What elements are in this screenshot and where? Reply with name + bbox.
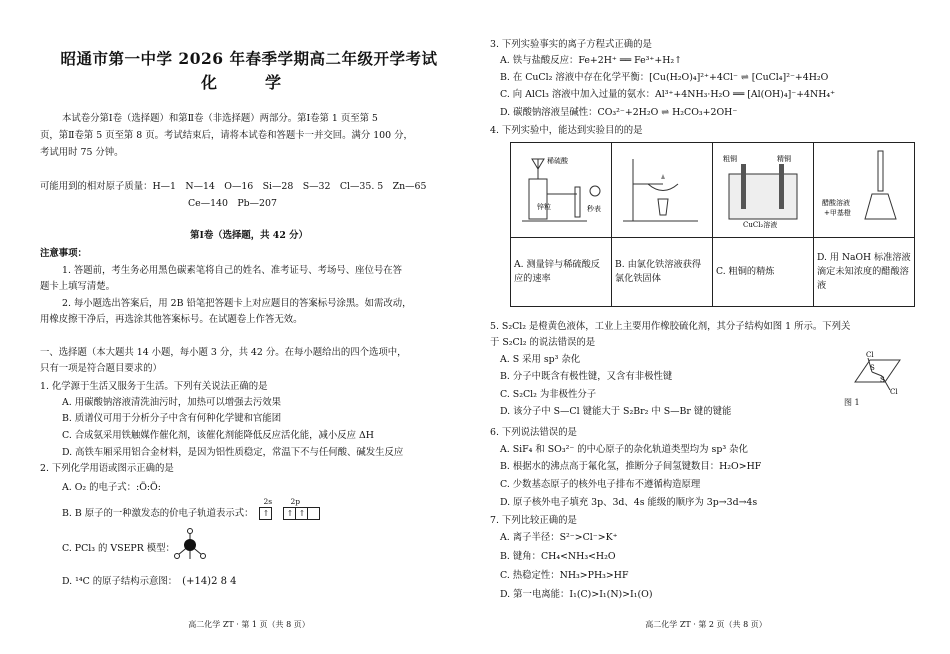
notice-1a: 1. 答题前，考生务必用黑色碳素笔将自己的姓名、准考证号、考场号、座位号在答 <box>62 265 403 276</box>
orbital-box: ↑ <box>283 507 296 520</box>
notice-title: 注意事项： <box>40 248 87 259</box>
orbital-box <box>307 507 320 520</box>
q7-option-b: B. 键角：CH₄<NH₃<H₂O <box>500 551 616 562</box>
atom-cl-top: Cl <box>866 351 874 359</box>
label-acetic-acid: 醋酸溶液 <box>822 198 850 207</box>
footer-page-1: 高二化学 ZT · 第 1 页（共 8 页） <box>188 620 310 629</box>
notice-1b: 题卡上填写清楚。 <box>40 281 116 292</box>
atomic-mass-line-2: Ce—140 Pb—207 <box>188 198 277 209</box>
q2-option-c: C. PCl₃ 的 VSEPR 模型： <box>62 543 175 554</box>
exp-b-image <box>612 143 713 238</box>
burette-flask-icon <box>820 149 908 229</box>
intro-line-3: 考试用时 75 分钟。 <box>40 147 124 158</box>
titration-apparatus-icon <box>517 149 605 229</box>
question-5b: 于 S₂Cl₂ 的说法错误的是 <box>490 337 596 348</box>
q3-option-d: D. 碳酸钠溶液呈碱性：CO₃²⁻+2H₂O ⇌ H₂CO₃+2OH⁻ <box>500 107 738 118</box>
q2-option-d: D. ¹⁴C 的原子结构示意图： (+14)2 8 4 <box>62 576 237 587</box>
q7-option-d: D. 第一电离能：I₁(C)>I₁(N)>I₁(O) <box>500 589 653 600</box>
label-zinc: 锌粒 <box>537 202 551 211</box>
q6-option-c: C. 少数基态原子的核外电子排布不遵循构造原理 <box>500 479 701 490</box>
question-3: 3. 下列实验事实的离子方程式正确的是 <box>490 39 652 50</box>
q2-option-b: B. B 原子的一种激发态的价电子轨道表示式： 2s 2p ↑ ↑ ↑ <box>40 507 458 520</box>
q1-option-c: C. 合成氨采用铁触媒作催化剂，该催化剂能降低反应活化能，减小反应 ΔH <box>62 430 374 441</box>
question-5a: 5. S₂Cl₂ 是橙黄色液体，工业上主要用作橡胶硫化剂，其分子结构如图 1 所示。下列关 <box>490 321 851 332</box>
subject-title: 化 学 <box>200 73 297 92</box>
q6-option-b: B. 根据水的沸点高于氟化氢，推断分子间氢键数目：H₂O>HF <box>500 461 762 472</box>
q1-option-d: D. 高铁车厢采用铝合金材料，是因为铝性质稳定，常温下不与任何酸、碱发生反应 <box>62 447 404 458</box>
notice-2b: 用橡皮擦干净后，再选涂其他答案标号。在试题卷上作答无效。 <box>40 314 303 325</box>
q3-option-c: C. 向 AlCl₃ 溶液中加入过量的氨水：Al³⁺+4NH₃·H₂O ══ [Al(OH)₄]⁻+4NH₄⁺ <box>500 89 836 100</box>
q3-option-a: A. 铁与盐酸反应：Fe+2H⁺ ══ Fe³⁺+H₂↑ <box>500 55 682 66</box>
exam-title: 昭通市第一中学 2026 年春季学期高二年级开学考试 <box>60 49 438 68</box>
q5-option-d: D. 该分子中 S—Cl 键能大于 S₂Br₂ 中 S—Br 键的键能 <box>500 406 732 417</box>
experiment-table <box>510 142 915 307</box>
q7-option-a: A. 离子半径：S²⁻>Cl⁻>K⁺ <box>500 532 618 543</box>
exp-c-image <box>713 143 814 238</box>
q3-option-b: B. 在 CuCl₂ 溶液中存在化学平衡：[Cu(H₂O)₄]²⁺+4Cl⁻ ⇌ [CuCl₄]²⁻+4H₂O <box>500 72 829 83</box>
notice-2a: 2. 每小题选出答案后，用 2B 铅笔把答题卡上对应题目的答案标号涂黑。如需改动， <box>62 298 412 309</box>
q2-option-a: A. O₂ 的电子式：:Ö:Ö: <box>62 482 161 493</box>
section-heading-2: 只有一项是符合题目要求的） <box>40 363 162 374</box>
label-stopwatch: 秒表 <box>587 204 601 213</box>
atomic-mass-line-1: 可能用到的相对原子质量：H—1 N—14 O—16 Si—28 S—32 Cl—35. 5 Zn—65 <box>40 181 427 192</box>
orbital-diagram: 2s 2p ↑ ↑ ↑ <box>260 507 320 520</box>
orbital-box: ↑ <box>259 507 272 520</box>
question-2: 2. 下列化学用语或图示正确的是 <box>40 463 174 474</box>
vsepr-model-icon <box>170 527 210 563</box>
question-6: 6. 下列说法错误的是 <box>490 427 577 438</box>
atom-structure-diagram: (+14)2 8 4 <box>182 576 237 587</box>
orbital-box: ↑ <box>295 507 308 520</box>
exp-b-caption: B. 由氯化铁溶液获得氯化铁固体 <box>612 238 713 307</box>
question-1: 1. 化学源于生活又服务于生活。下列有关说法正确的是 <box>40 381 268 392</box>
s2cl2-structure-icon <box>850 350 905 400</box>
q7-option-c: C. 热稳定性：NH₃>PH₃>HF <box>500 570 629 581</box>
question-7: 7. 下列比较正确的是 <box>490 515 577 526</box>
evaporation-apparatus-icon <box>618 149 706 229</box>
exp-a-caption: A. 测量锌与稀硫酸反应的速率 <box>511 238 612 307</box>
label-crude-copper: 粗铜 <box>723 154 737 163</box>
exp-d-caption: D. 用 NaOH 标准溶液滴定未知浓度的醋酸溶液 <box>814 238 915 307</box>
atom-s-right: S <box>880 376 885 384</box>
exp-a-image <box>511 143 612 238</box>
footer-page-2: 高二化学 ZT · 第 2 页（共 8 页） <box>645 620 767 629</box>
q6-option-d: D. 原子核外电子填充 3p、3d、4s 能级的顺序为 3p→3d→4s <box>500 497 758 508</box>
label-dilute-acid: 稀硫酸 <box>547 156 568 165</box>
label-cucl2-solution: CuCl₂溶液 <box>743 220 778 229</box>
q6-option-a: A. SiF₄ 和 SO₃²⁻ 的中心原子的杂化轨道类型均为 sp³ 杂化 <box>500 444 748 455</box>
q5-option-b: B. 分子中既含有极性键，又含有非极性键 <box>500 371 673 382</box>
left-column <box>40 0 458 654</box>
part1-heading: 第Ⅰ卷（选择题，共 42 分） <box>190 230 308 241</box>
q5-option-c: C. S₂Cl₂ 为非极性分子 <box>500 389 597 400</box>
q1-option-a: A. 用碳酸钠溶液清洗油污时，加热可以增强去污效果 <box>62 397 281 408</box>
intro-line-1: 本试卷分第Ⅰ卷（选择题）和第Ⅱ卷（非选择题）两部分。第Ⅰ卷第 1 页至第 5 <box>62 113 378 124</box>
label-methyl-orange: +甲基橙 <box>824 208 851 217</box>
atom-cl-bottom: Cl <box>890 388 898 396</box>
fig1-caption: 图 1 <box>844 398 860 407</box>
right-column <box>490 0 922 654</box>
intro-line-2: 页，第Ⅱ卷第 5 页至第 8 页。考试结束后，请将本试卷和答题卡一并交回。满分 100 分， <box>40 130 413 141</box>
question-4: 4. 下列实验中，能达到实验目的的是 <box>490 125 643 136</box>
electrolysis-apparatus-icon <box>719 149 807 229</box>
section-heading: 一、选择题（本大题共 14 小题，每小题 3 分，共 42 分。在每小题给出的四个选项中， <box>40 347 407 358</box>
exp-c-caption: C. 粗铜的精炼 <box>713 238 814 307</box>
q1-option-b: B. 质谱仪可用于分析分子中含有何种化学键和官能团 <box>62 413 282 424</box>
atom-s-left: S <box>870 364 875 372</box>
exp-d-image <box>814 143 915 238</box>
label-pure-copper: 精铜 <box>777 154 791 163</box>
q5-option-a: A. S 采用 sp³ 杂化 <box>500 354 581 365</box>
